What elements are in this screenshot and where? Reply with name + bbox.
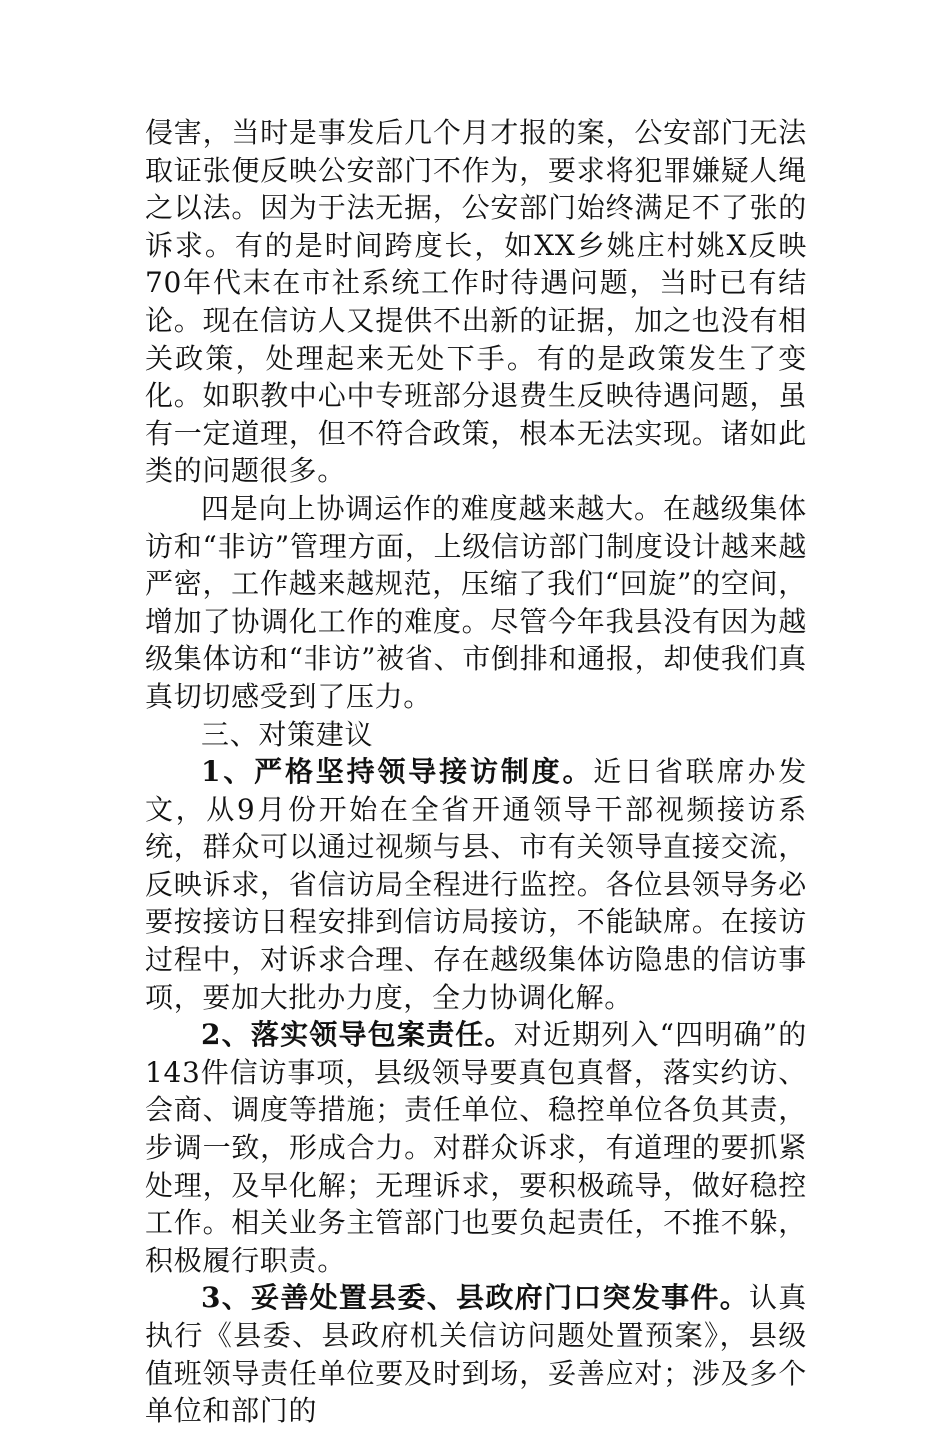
paragraph-continuation: 侵害，当时是事发后几个月才报的案，公安部门无法取证张便反映公安部门不作为，要求将犯罪嫌疑人绳之以法。因为于法无据，公安部门始终满足不了张的诉求。有的是时间跨度长，如XX乡姚庄村姚X反映70年代末在市社系统工作时待遇问题，当时已有结论。现在信访人又提供不出新的证据，加之也没有相关政策，处理起来无处下手。有的是政策发生了变化。如职教中心中专班部分退费生反映待遇问题，虽有一定道理，但不符合政策，根本无法实现。诸如此类的问题很多。 — [145, 116, 807, 488]
item-1-body: 近日省联席办发文，从9月份开始在全省开通领导干部视频接访系统，群众可以通过视频与县、市有关领导直接交流，反映诉求，省信访局全程进行监控。各位县领导务必要按接访日程安排到信访局接访，不能缺席。在接访过程中，对诉求合理、存在越级集体访隐患的信访事项，要加大批办力度，全力协调化解。 — [145, 755, 807, 1014]
section-heading-countermeasures: 三、对策建议 — [201, 717, 374, 751]
item-2-body: 对近期列入“四明确”的143件信访事项，县级领导要真包真督，落实约访、会商、调度等措施；责任单位、稳控单位各负其责，步调一致，形成合力。对群众诉求，有道理的要抓紧处理，及早化解；无理诉求，要积极疏导，做好稳控工作。相关业务主管部门也要负起责任，不推不躲，积极履行职责。 — [145, 1018, 807, 1277]
paragraph-item-1 — [145, 753, 807, 1016]
item-3-lead: 3、妥善处置县委、县政府门口突发事件。 — [201, 1281, 749, 1315]
item-2-lead: 2、落实领导包案责任。 — [201, 1018, 514, 1052]
item-3-body: 认真执行《县委、县政府机关信访问题处置预案》，县级值班领导责任单位要及时到场，妥善应对；涉及多个单位和部门的 — [145, 1281, 807, 1428]
paragraph-item-3 — [145, 1279, 807, 1429]
paragraph-item-2 — [145, 1016, 807, 1279]
document-page — [145, 114, 807, 1430]
item-1-lead: 1、严格坚持领导接访制度。 — [201, 755, 594, 789]
paragraph-point-four: 四是向上协调运作的难度越来越大。在越级集体访和“非访”管理方面，上级信访部门制度设计越来越严密，工作越来越规范，压缩了我们“回旋”的空间，增加了协调化工作的难度。尽管今年我县没有因为越级集体访和“非访”被省、市倒排和通报，却使我们真真切切感受到了压力。 — [145, 491, 807, 713]
